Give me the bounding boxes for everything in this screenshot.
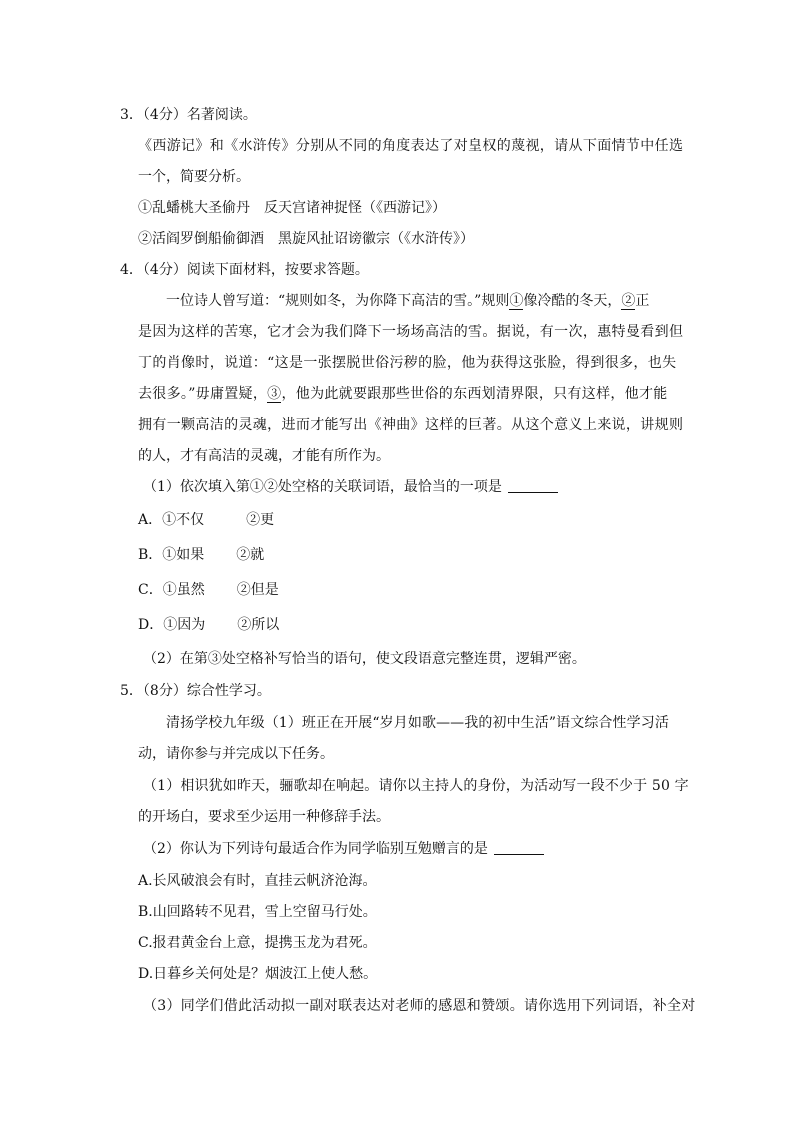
q4-option-c	[138, 581, 279, 599]
q4-passage-text: 去很多。”毋庸置疑，	[138, 386, 268, 402]
blank-marker-3: ③	[267, 386, 282, 402]
q5-subquestion-2-text: （2）你认为下列诗句最适合作为同学临别互勉赠言的是	[143, 841, 488, 857]
q4-header: 4．（4分）阅读下面材料，按要求答题。	[120, 262, 369, 278]
q4-passage-text: 正	[635, 293, 650, 309]
q5-choice-a: A.长风破浪会有时，直挂云帆济沧海。	[138, 873, 377, 889]
q5-choice-d: D.日暮乡关何处是？烟波江上使人愁。	[138, 966, 378, 982]
q4-passage-line-2: 是因为这样的苦寒，它才会为我们降下一场场高洁的雪。据说，有一次，惠特曼看到但	[138, 324, 684, 340]
q3-paragraph-line-2: 一个，简要分析。	[138, 169, 250, 185]
q5-intro-line-1: 清扬学校九年级（1）班正在开展“岁月如歌——我的初中生活”语文综合性学习活	[166, 715, 669, 731]
q5-subquestion-1-line-2: 的开场白，要求至少运用一种修辞手法。	[138, 809, 390, 825]
option-second-word: ②但是	[236, 582, 279, 598]
answer-blank[interactable]	[494, 840, 544, 855]
q4-option-a	[138, 511, 274, 529]
q5-intro-line-2: 动，请你参与并完成以下任务。	[138, 746, 334, 762]
option-first-word: ①如果	[162, 547, 205, 563]
option-first-word: ①因为	[163, 617, 206, 633]
blank-marker-2: ②	[621, 293, 636, 309]
option-second-word: ②就	[236, 547, 265, 563]
q4-passage-text: ，他为此就要跟那些世俗的东西划清界限，只有这样，他才能	[281, 386, 668, 402]
q5-choice-b: B.山回路转不见君，雪上空留马行处。	[138, 904, 377, 920]
option-first-word: ①不仅	[162, 512, 205, 528]
option-letter: A．	[138, 512, 163, 528]
option-letter: B．	[138, 547, 163, 563]
q4-passage-line-5: 拥有一颗高洁的灵魂，进而才能写出《神曲》这样的巨著。从这个意义上来说，讲规则	[138, 417, 684, 433]
q5-subquestion-2	[143, 840, 544, 858]
q3-paragraph-line-1: 《西游记》和《水浒传》分别从不同的角度表达了对皇权的蔑视，请从下面情节中任选	[138, 138, 684, 154]
q5-choice-c: C.报君黄金台上意，提携玉龙为君死。	[138, 935, 377, 951]
q4-passage-line-6: 的人，才有高洁的灵魂，才能有所作为。	[138, 448, 390, 464]
q4-subquestion-2: （2）在第③处空格补写恰当的语句，使文段语意完整连贯，逻辑严密。	[143, 651, 586, 667]
q4-passage-line-3: 丁的肖像时，说道：“这是一张摆脱世俗污秽的脸，他为获得这张脸，得到很多，也失	[138, 355, 677, 371]
q4-passage-text: 像冷酷的冬天，	[523, 293, 622, 309]
option-letter: D．	[138, 617, 164, 633]
q3-header: 3．（4分）名著阅读。	[120, 107, 257, 123]
answer-blank[interactable]	[508, 478, 558, 493]
option-second-word: ②所以	[237, 617, 280, 633]
q4-passage-line-1	[166, 292, 649, 310]
q3-option-2: ②活阎罗倒船偷御酒 黑旋风扯诏谤徽宗（《水浒传》）	[138, 231, 474, 247]
q4-passage-line-4	[138, 385, 668, 403]
option-second-word: ②更	[246, 512, 275, 528]
option-letter: C．	[138, 582, 163, 598]
q4-subquestion-1-text: （1）依次填入第①②处空格的关联词语，最恰当的一项是	[143, 479, 502, 495]
blank-marker-1: ①	[509, 293, 524, 309]
option-first-word: ①虽然	[162, 582, 205, 598]
q4-subquestion-1	[143, 478, 558, 496]
q4-option-b	[138, 546, 264, 564]
q5-header: 5．（8分）综合性学习。	[120, 683, 271, 699]
q4-option-d	[138, 616, 279, 634]
q5-subquestion-3: （3）同学们借此活动拟一副对联表达对老师的感恩和赞颂。请你选用下列词语，补全对	[143, 998, 696, 1014]
q5-subquestion-1-line-1: （1）相识犹如昨天，骊歌却在响起。请你以主持人的身份，为活动写一段不少于 50 字	[143, 778, 689, 794]
q3-option-1: ①乱蟠桃大圣偷丹 反天宫诸神捉怪（《西游记》）	[138, 200, 446, 216]
q4-passage-text: 一位诗人曾写道：“规则如冬，为你降下高洁的雪。”规则	[166, 293, 510, 309]
